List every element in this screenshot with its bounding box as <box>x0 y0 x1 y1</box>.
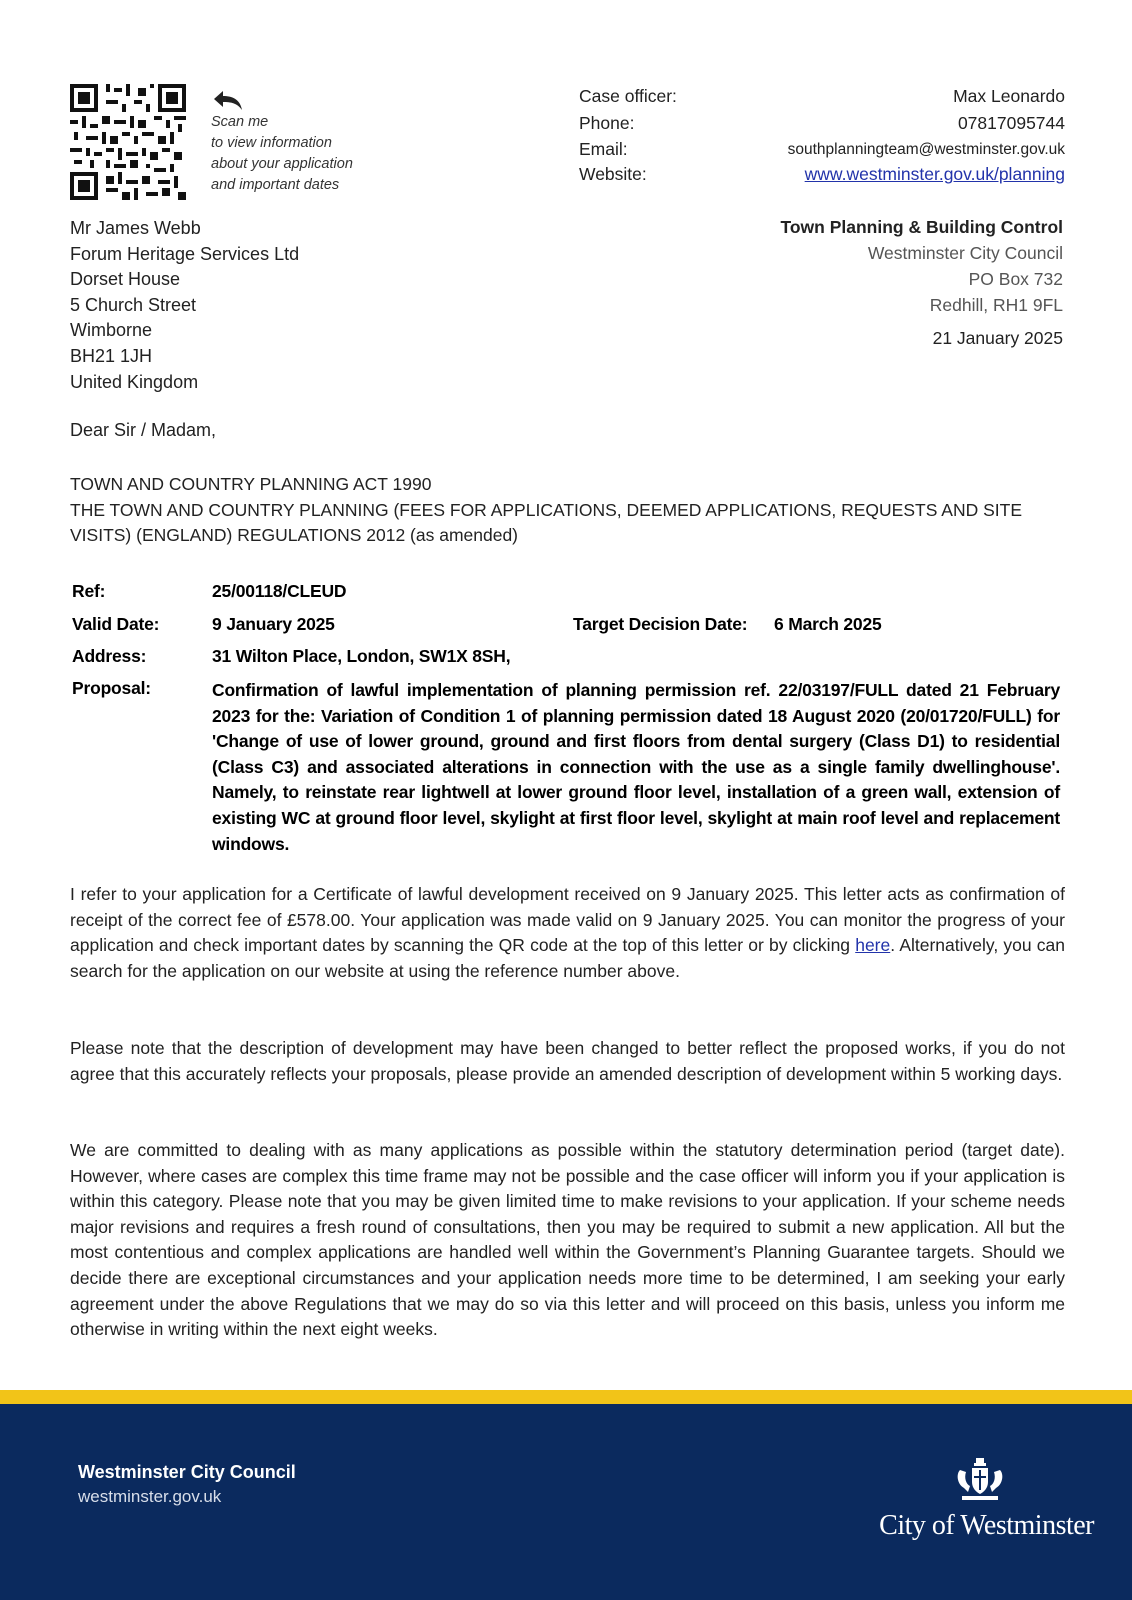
phone-number: 07817095744 <box>957 113 1065 133</box>
scan-line: to view information <box>211 135 332 151</box>
valid-date-label: Valid Date: <box>72 614 160 634</box>
council-town: Redhill, RH1 9FL <box>929 295 1063 315</box>
ref-label: Ref: <box>72 581 106 601</box>
here-link[interactable]: here <box>855 935 891 956</box>
qr-code-icon[interactable] <box>70 84 186 200</box>
letter-date: 21 January 2025 <box>932 328 1063 348</box>
act-title: TOWN AND COUNTRY PLANNING ACT 1990 <box>70 474 432 494</box>
footer-website: westminster.gov.uk <box>78 1487 222 1506</box>
paragraph-receipt <box>70 882 1065 984</box>
footer-council-name: Westminster City Council <box>78 1462 296 1482</box>
paragraph-commitment: We are committed to dealing with as many applications as possible within the statutory determination period (target date). However, where cases are complex this time frame may not be possible and the case officer will inform you if your application is within this category. Please note that you may be given limited time to make revisions to your application. If your scheme needs major revisions and requires a fresh round of consultations, then you may be required to submit a new application. All but the most contentious and complex applications are handled well within the Government’s Planning Guarantee targets. Should we decide there are exceptional circumstances and your application needs more time to be determined, I am seeking your early agreement under the above Regulations that we may do so via this letter and will proceed on this basis, unless you inform me otherwise in writing within the next eight weeks. <box>70 1140 1065 1340</box>
recipient-line: 5 Church Street <box>70 294 197 315</box>
recipient-line: BH21 1JH <box>70 345 153 366</box>
council-address <box>780 214 1063 318</box>
recipient-line: Wimborne <box>70 320 153 341</box>
scan-line: about your application <box>211 156 353 172</box>
paragraph-description: Please note that the description of development may have been changed to better reflect the proposed works, if you do not agree that this accurately reflects your proposals, please provide an amended description of development within 5 working days. <box>70 1038 1065 1084</box>
paragraph-text: I refer to your application for a Certificate of lawful development received on 9 January 2025. This letter acts as confirmation of receipt of the correct fee of £578.00. Your application was made valid on 9 January 2025. You can monitor the progress of your application and check important dates by scanning the QR code at the top of this letter or by clicking <box>70 884 1065 956</box>
email-label: Email: <box>579 139 628 159</box>
website-label: Website: <box>579 164 647 184</box>
footer-stripe <box>0 1390 1132 1404</box>
target-date-label: Target Decision Date: <box>573 614 748 634</box>
proposal-label: Proposal: <box>72 678 151 698</box>
recipient-line: Dorset House <box>70 269 181 290</box>
email-address[interactable]: southplanningteam@westminster.gov.uk <box>787 141 1065 158</box>
phone-row <box>579 113 1065 139</box>
address-value: 31 Wilton Place, London, SW1X 8SH, <box>212 646 511 666</box>
address-label: Address: <box>72 646 147 666</box>
coat-of-arms-icon <box>952 1458 1008 1502</box>
recipient-line: Forum Heritage Services Ltd <box>70 243 300 264</box>
recipient-address <box>70 216 299 395</box>
salutation: Dear Sir / Madam, <box>70 420 217 440</box>
council-name: Westminster City Council <box>867 243 1063 263</box>
po-box: PO Box 732 <box>968 269 1063 289</box>
case-officer-name: Max Leonardo <box>953 86 1065 106</box>
scan-line: Scan me <box>211 114 269 130</box>
case-officer-row <box>579 86 1065 112</box>
scan-line: and important dates <box>211 177 340 193</box>
valid-date-value: 9 January 2025 <box>212 614 335 634</box>
ref-value: 25/00118/CLEUD <box>212 581 347 601</box>
website-row <box>579 164 1065 190</box>
legislation-heading <box>70 472 1070 549</box>
city-of-westminster-logo: City of Westminster <box>879 1510 1094 1541</box>
curved-arrow-icon <box>212 90 244 112</box>
recipient-line: United Kingdom <box>70 371 199 392</box>
website-link[interactable]: www.westminster.gov.uk/planning <box>804 164 1065 184</box>
recipient-line: Mr James Webb <box>70 218 201 238</box>
target-date-value: 6 March 2025 <box>774 614 882 634</box>
case-officer-label: Case officer: <box>579 86 677 106</box>
email-row <box>579 139 1065 165</box>
scan-instructions <box>211 112 353 196</box>
regulations-title: THE TOWN AND COUNTRY PLANNING (FEES FOR APPLICATIONS, DEEMED APPLICATIONS, REQUESTS AND SITE VISITS) (ENGLAND) REGULATIONS 2012 (as amended) <box>70 499 1022 546</box>
phone-label: Phone: <box>579 113 635 133</box>
department-name: Town Planning & Building Control <box>780 217 1063 237</box>
proposal-value: Confirmation of lawful implementation of planning permission ref. 22/03197/FULL dated 21 February 2023 for the: Variation of Condition 1 of planning permission dated 18 August 2020 (20/01720/FULL) for 'Change of use of lower ground, ground and first floors from dental surgery (Class D1) to residential (Class C3) and associated alterations in connection with the use as a single family dwellinghouse'. Namely, to reinstate rear lightwell at lower ground floor level, installation of a green wall, extension of existing WC at ground floor level, skylight at first floor level, skylight at main roof level and replacement windows. <box>212 680 1060 854</box>
paragraph-text: . Alternatively, you can search for the application on our website at using the reference number above. <box>70 935 1065 981</box>
